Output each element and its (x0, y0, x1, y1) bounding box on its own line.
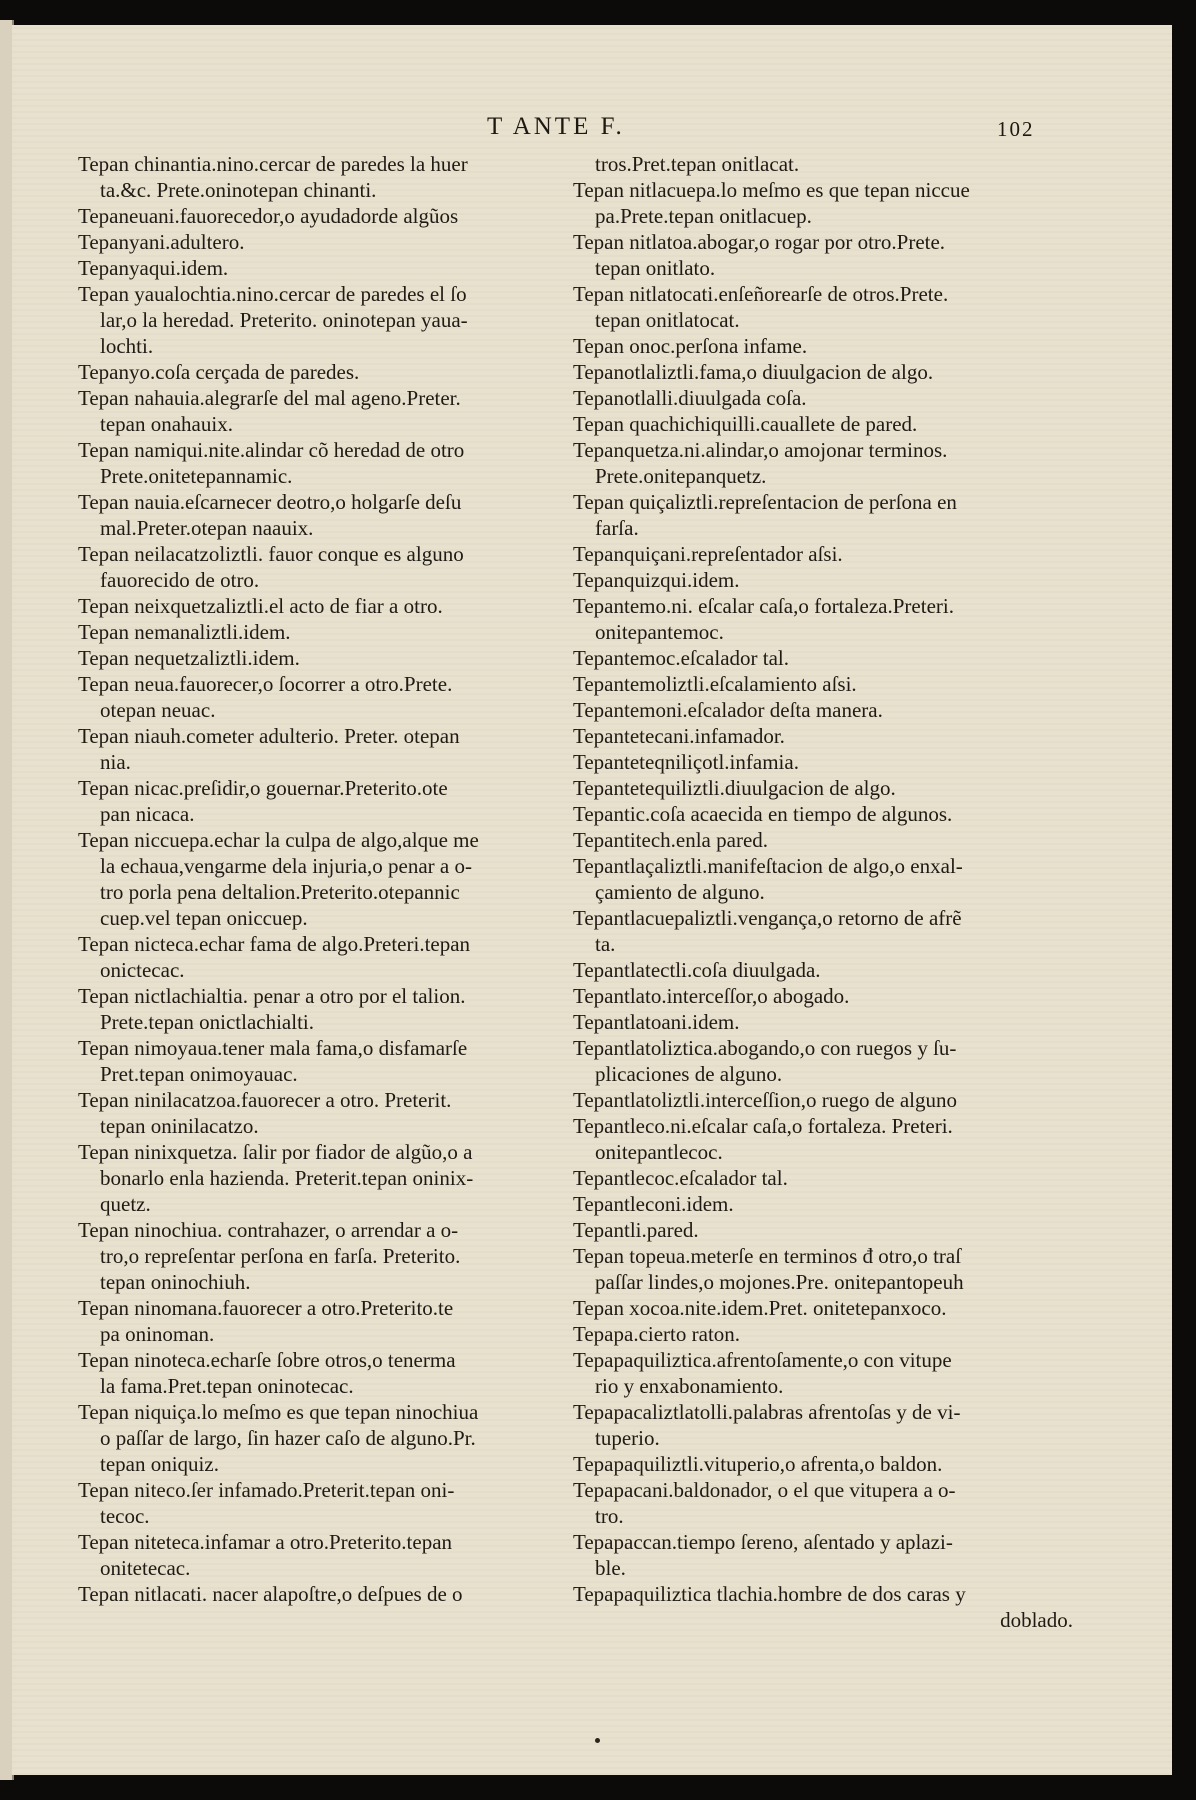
entry-continuation-line: onictecac. (100, 958, 185, 982)
dictionary-entry-line: Tepantleconi.idem. (573, 1192, 734, 1216)
entry-continuation-line: o paſſar de largo, ſin hazer caſo de alguno.Pr. (100, 1426, 476, 1450)
dictionary-entry-line: Tepanotlalli.diuulgada coſa. (573, 386, 807, 410)
entry-continuation-line: paſſar lindes,o mojones.Pre. onitepantopeuh (595, 1270, 964, 1294)
signature-mark (595, 1738, 600, 1743)
dictionary-entry-line: Tepantlatectli.coſa diuulgada. (573, 958, 821, 982)
dictionary-entry-line: Tepantleco.ni.eſcalar caſa,o fortaleza. Preteri. (573, 1114, 953, 1138)
entry-continuation-line: Pret.tepan onimoyauac. (100, 1062, 298, 1086)
dictionary-entry-line: Tepantlacuepaliztli.vengança,o retorno de afrẽ (573, 906, 962, 930)
entry-continuation-line: la echaua,vengarme dela injuria,o penar a o- (100, 854, 472, 878)
entry-continuation-line: farſa. (595, 516, 639, 540)
dictionary-entry-line: Tepan ninilacatzoa.fauorecer a otro. Preterit. (78, 1088, 452, 1112)
dictionary-entry-line: Tepan niccuepa.echar la culpa de algo,alque me (78, 828, 479, 852)
dictionary-entry-line: Tepan ninixquetza. ſalir por fiador de algũo,o a (78, 1140, 473, 1164)
dictionary-entry-line: Tepantlaçaliztli.manifeſtacion de algo,o enxal- (573, 854, 963, 878)
entry-continuation-line: tro. (595, 1504, 624, 1528)
entry-continuation-line: lochti. (100, 334, 154, 358)
dictionary-entry-line: Tepaneuani.fauorecedor,o ayudadorde algũos (78, 204, 459, 228)
dictionary-entry-line: Tepan nimoyaua.tener mala fama,o disfamarſe (78, 1036, 468, 1060)
dictionary-entry-line: Tepan niauh.cometer adulterio. Preter. otepan (78, 724, 460, 748)
dictionary-entry-line: Tepanteteqniliçotl.infamia. (573, 750, 799, 774)
dictionary-entry-line: Tepantlatoani.idem. (573, 1010, 740, 1034)
entry-continuation-line: tuperio. (595, 1426, 660, 1450)
dictionary-entry-line: Tepantetecani.infamador. (573, 724, 785, 748)
entry-continuation-line: Prete.tepan onictlachialti. (100, 1010, 314, 1034)
dictionary-entry-line: Tepantemo.ni. eſcalar caſa,o fortaleza.Preteri. (573, 594, 954, 618)
entry-continuation-line: tepan oninilacatzo. (100, 1114, 259, 1138)
dictionary-entry-line: Tepan ninomana.fauorecer a otro.Preterito.te (78, 1296, 454, 1320)
dictionary-entry-line: Tepan quiçaliztli.repreſentacion de perſona en (573, 490, 957, 514)
dictionary-entry-line: Tepanotlaliztli.fama,o diuulgacion de algo. (573, 360, 934, 384)
entry-continuation-line: tros.Pret.tepan onitlacat. (595, 152, 800, 176)
entry-continuation-line: rio y enxabonamiento. (595, 1374, 784, 1398)
entry-continuation-line: tro porla pena deltalion.Preterito.otepannic (100, 880, 460, 904)
dictionary-entry-line: Tepan ninochiua. contrahazer, o arrendar a o- (78, 1218, 459, 1242)
dictionary-entry-line: Tepan neixquetzaliztli.el acto de fiar a otro. (78, 594, 443, 618)
dictionary-entry-line: Tepan ninoteca.echarſe ſobre otros,o tenerma (78, 1348, 456, 1372)
dictionary-entry-line: Tepantemoni.eſcalador deſta manera. (573, 698, 883, 722)
entry-continuation-line: tepan oniquiz. (100, 1452, 219, 1476)
entry-continuation-line: otepan neuac. (100, 698, 216, 722)
page-header (12, 113, 1172, 143)
dictionary-entry-line: Tepanyaqui.idem. (78, 256, 229, 280)
entry-continuation-line: ble. (595, 1556, 626, 1580)
entry-continuation-line: cuep.vel tepan oniccuep. (100, 906, 308, 930)
dictionary-entry-line: Tepanquetza.ni.alindar,o amojonar terminos. (573, 438, 948, 462)
entry-continuation-line: fauorecido de otro. (100, 568, 260, 592)
entry-continuation-line: la fama.Pret.tepan oninotecac. (100, 1374, 354, 1398)
dictionary-entry-line: Tepapaquiliztica tlachia.hombre de dos caras y (573, 1582, 966, 1606)
dictionary-entry-line: Tepan nitlacati. nacer alapoſtre,o deſpues de o (78, 1582, 463, 1606)
entry-continuation-line: tepan onitlatocat. (595, 308, 740, 332)
book-page (12, 25, 1172, 1775)
entry-continuation-line: tro,o repreſentar perſona en farſa. Preterito. (100, 1244, 461, 1268)
dictionary-entry-line: Tepantic.coſa acaecida en tiempo de algunos. (573, 802, 953, 826)
entry-continuation-line: nia. (100, 750, 131, 774)
dictionary-entry-line: Tepan nitlatoa.abogar,o rogar por otro.Prete. (573, 230, 946, 254)
dictionary-entry-line: Tepan nauia.eſcarnecer deotro,o holgarſe deſu (78, 490, 462, 514)
dictionary-entry-line: Tepan nicac.preſidir,o gouernar.Preterito.ote (78, 776, 448, 800)
entry-continuation-line: lar,o la heredad. Preterito. oninotepan yaua- (100, 308, 468, 332)
entry-continuation-line: onitepantemoc. (595, 620, 724, 644)
dictionary-entry-line: Tepan nitlatocati.enſeñorearſe de otros.Prete. (573, 282, 949, 306)
dictionary-entry-line: Tepapaquiliztli.vituperio,o afrenta,o baldon. (573, 1452, 943, 1476)
running-head: T ANTE F. (487, 113, 625, 140)
entry-continuation-line: quetz. (100, 1192, 151, 1216)
entry-continuation-line: onitepantlecoc. (595, 1140, 723, 1164)
dictionary-entry-line: Tepantlato.interceſſor,o abogado. (573, 984, 850, 1008)
entry-continuation-line: pa oninoman. (100, 1322, 215, 1346)
dictionary-entry-line: Tepapacaliztlatolli.palabras afrentoſas y de vi- (573, 1400, 961, 1424)
dictionary-entry-line: Tepapacani.baldonador, o el que vitupera a o- (573, 1478, 956, 1502)
entry-continuation-line: doblado. (1000, 1608, 1073, 1632)
dictionary-entry-line: Tepan neua.fauorecer,o ſocorrer a otro.Prete. (78, 672, 453, 696)
page-number: 102 (997, 117, 1035, 141)
entry-continuation-line: ta. (595, 932, 616, 956)
dictionary-entry-line: Tepan niteco.ſer infamado.Preterit.tepan oni- (78, 1478, 455, 1502)
dictionary-entry-line: Tepan xocoa.nite.idem.Pret. onitetepanxoco. (573, 1296, 947, 1320)
dictionary-entry-line: Tepanyani.adultero. (78, 230, 245, 254)
dictionary-entry-line: Tepan nitlacuepa.lo meſmo es que tepan niccue (573, 178, 970, 202)
dictionary-entry-line: Tepan onoc.perſona infame. (573, 334, 808, 358)
entry-continuation-line: plicaciones de alguno. (595, 1062, 783, 1086)
dictionary-entry-line: Tepantemoc.eſcalador tal. (573, 646, 789, 670)
dictionary-entry-line: Tepantemoliztli.eſcalamiento aſsi. (573, 672, 857, 696)
dictionary-entry-line: Tepantlecoc.eſcalador tal. (573, 1166, 788, 1190)
entry-continuation-line: çamiento de alguno. (595, 880, 765, 904)
dictionary-entry-line: Tepanquizqui.idem. (573, 568, 740, 592)
entry-continuation-line: tepan onitlato. (595, 256, 716, 280)
dictionary-entry-line: Tepan nequetzaliztli.idem. (78, 646, 300, 670)
entry-continuation-line: tepan onahauix. (100, 412, 233, 436)
dictionary-entry-line: Tepan neilacatzoliztli. fauor conque es alguno (78, 542, 464, 566)
entry-continuation-line: tepan oninochiuh. (100, 1270, 251, 1294)
right-column (573, 151, 1073, 1633)
dictionary-entry-line: Tepan nictlachialtia. penar a otro por el talion. (78, 984, 466, 1008)
dictionary-entry-line: Tepantli.pared. (573, 1218, 699, 1242)
left-column (78, 151, 568, 1607)
entry-continuation-line: onitetecac. (100, 1556, 191, 1580)
dictionary-entry-line: Tepanyo.coſa cerçada de paredes. (78, 360, 360, 384)
entry-continuation-line: Prete.onitetepannamic. (100, 464, 293, 488)
dictionary-entry-line: Tepan yaualochtia.nino.cercar de paredes el ſo (78, 282, 467, 306)
dictionary-entry-line: Tepan topeua.meterſe en terminos đ otro,o traſ (573, 1244, 962, 1268)
dictionary-entry-line: Tepantlatoliztica.abogando,o con ruegos y ſu- (573, 1036, 957, 1060)
entry-continuation-line: ta.&c. Prete.oninotepan chinanti. (100, 178, 377, 202)
dictionary-entry-line: Tepan chinantia.nino.cercar de paredes la huer (78, 152, 468, 176)
dictionary-entry-line: Tepan nemanaliztli.idem. (78, 620, 291, 644)
dictionary-entry-line: Tepantitech.enla pared. (573, 828, 769, 852)
entry-continuation-line: tecoc. (100, 1504, 150, 1528)
dictionary-entry-line: Tepantlatoliztli.interceſſion,o ruego de alguno (573, 1088, 957, 1112)
dictionary-entry-line: Tepan nicteca.echar fama de algo.Preteri.tepan (78, 932, 471, 956)
dictionary-entry-line: Tepan niteteca.infamar a otro.Preterito.tepan (78, 1530, 453, 1554)
dictionary-entry-line: Tepan niquiça.lo meſmo es que tepan ninochiua (78, 1400, 479, 1424)
dictionary-entry-line: Tepapa.cierto raton. (573, 1322, 741, 1346)
dictionary-entry-line: Tepapaccan.tiempo ſereno, aſentado y aplazi- (573, 1530, 953, 1554)
dictionary-entry-line: Tepapaquiliztica.afrentoſamente,o con vitupe (573, 1348, 952, 1372)
dictionary-entry-line: Tepantetequiliztli.diuulgacion de algo. (573, 776, 896, 800)
dictionary-entry-line: Tepan nahauia.alegrarſe del mal ageno.Preter. (78, 386, 461, 410)
entry-continuation-line: bonarlo enla hazienda. Preterit.tepan oninix- (100, 1166, 474, 1190)
dictionary-entry-line: Tepan quachichiquilli.cauallete de pared. (573, 412, 918, 436)
dictionary-entry-line: Tepan namiqui.nite.alindar cõ heredad de otro (78, 438, 465, 462)
entry-continuation-line: pan nicaca. (100, 802, 195, 826)
entry-continuation-line: pa.Prete.tepan onitlacuep. (595, 204, 812, 228)
dictionary-entry-line: Tepanquiçani.repreſentador aſsi. (573, 542, 843, 566)
entry-continuation-line: mal.Preter.otepan naauix. (100, 516, 314, 540)
entry-continuation-line: Prete.onitepanquetz. (595, 464, 767, 488)
